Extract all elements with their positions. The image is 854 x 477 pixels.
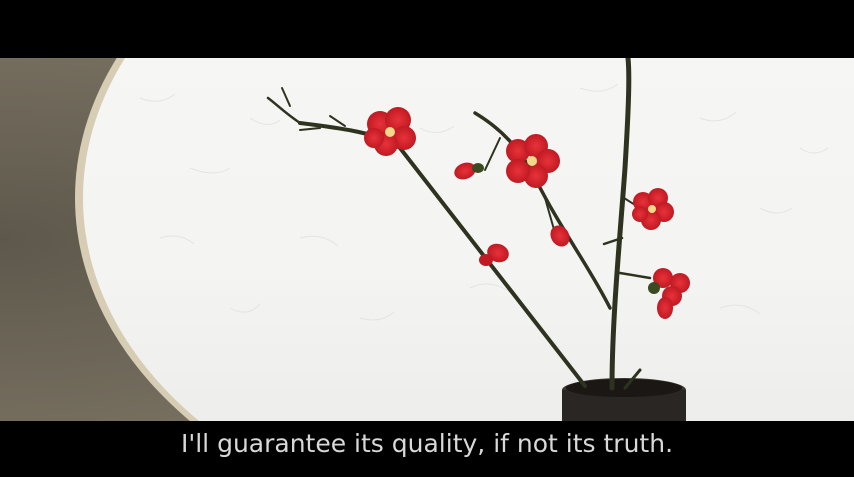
scene-illustration xyxy=(0,58,854,421)
plum-blossom-scene xyxy=(0,58,854,421)
paper-window xyxy=(83,58,854,421)
letterbox-top xyxy=(0,0,854,58)
subtitle-text: I'll guarantee its quality, if not its truth. xyxy=(180,429,674,458)
vase xyxy=(562,378,686,421)
